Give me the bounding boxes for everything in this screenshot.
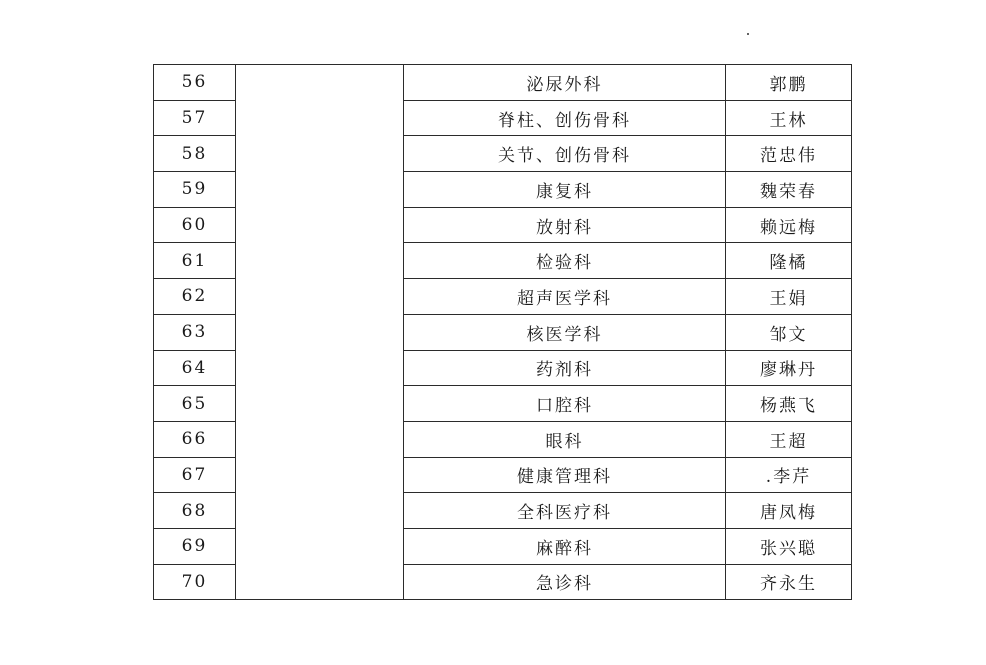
person-name-cell: 杨燕飞 xyxy=(726,386,852,422)
person-name-cell: 隆橘 xyxy=(726,243,852,279)
person-name-cell: .李芹 xyxy=(726,457,852,493)
row-number: 67 xyxy=(154,457,236,493)
person-name-cell: 王林 xyxy=(726,100,852,136)
person-name-cell: 张兴聪 xyxy=(726,528,852,564)
row-number: 65 xyxy=(154,386,236,422)
row-number: 56 xyxy=(154,65,236,101)
department-cell: 康复科 xyxy=(404,172,726,208)
table-row xyxy=(154,65,852,101)
merged-unit-cell xyxy=(236,65,404,600)
department-cell: 关节、创伤骨科 xyxy=(404,136,726,172)
department-cell: 药剂科 xyxy=(404,350,726,386)
person-name-cell: 齐永生 xyxy=(726,564,852,600)
row-number: 69 xyxy=(154,528,236,564)
scan-speck xyxy=(747,33,749,35)
person-name-cell: 赖远梅 xyxy=(726,207,852,243)
row-number: 70 xyxy=(154,564,236,600)
person-name-cell: 唐凤梅 xyxy=(726,493,852,529)
department-cell: 泌尿外科 xyxy=(404,65,726,101)
person-name-cell: 范忠伟 xyxy=(726,136,852,172)
department-cell: 超声医学科 xyxy=(404,279,726,315)
department-cell: 健康管理科 xyxy=(404,457,726,493)
department-cell: 全科医疗科 xyxy=(404,493,726,529)
row-number: 59 xyxy=(154,172,236,208)
person-name-cell: 廖琳丹 xyxy=(726,350,852,386)
person-name-cell: 王娟 xyxy=(726,279,852,315)
row-number: 58 xyxy=(154,136,236,172)
row-number: 64 xyxy=(154,350,236,386)
department-cell: 眼科 xyxy=(404,421,726,457)
row-number: 62 xyxy=(154,279,236,315)
roster-table xyxy=(153,64,852,600)
row-number: 63 xyxy=(154,314,236,350)
department-cell: 口腔科 xyxy=(404,386,726,422)
row-number: 66 xyxy=(154,421,236,457)
row-number: 68 xyxy=(154,493,236,529)
department-cell: 核医学科 xyxy=(404,314,726,350)
department-cell: 麻醉科 xyxy=(404,528,726,564)
row-number: 61 xyxy=(154,243,236,279)
department-cell: 脊柱、创伤骨科 xyxy=(404,100,726,136)
department-cell: 检验科 xyxy=(404,243,726,279)
person-name-cell: 魏荣春 xyxy=(726,172,852,208)
department-cell: 急诊科 xyxy=(404,564,726,600)
person-name-cell: 郭鹏 xyxy=(726,65,852,101)
department-cell: 放射科 xyxy=(404,207,726,243)
person-name-cell: 邹文 xyxy=(726,314,852,350)
row-number: 57 xyxy=(154,100,236,136)
person-name-cell: 王超 xyxy=(726,421,852,457)
row-number: 60 xyxy=(154,207,236,243)
